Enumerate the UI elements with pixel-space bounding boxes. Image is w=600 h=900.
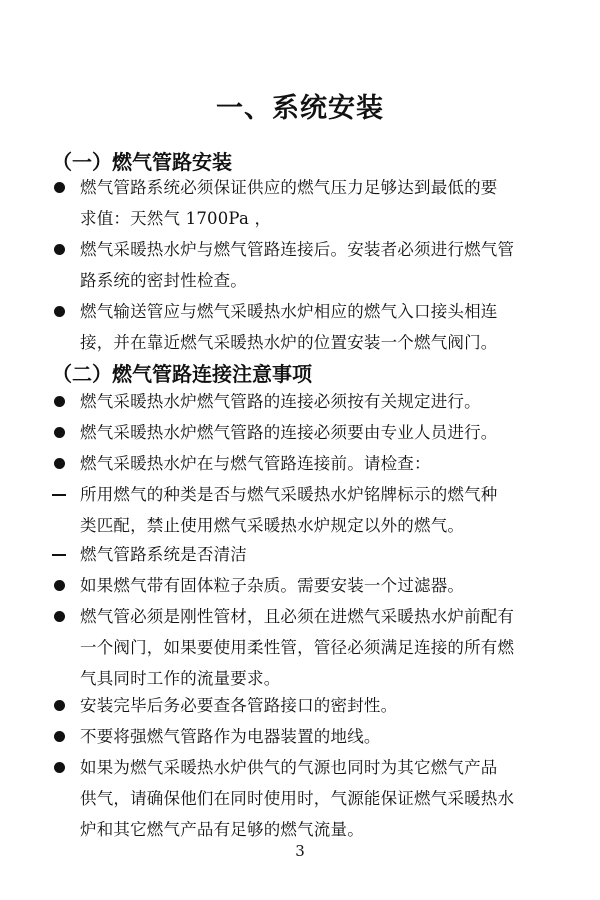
list-item-text: 如果为燃气采暖热水炉供气的气源也同时为其它燃气产品 供气，请确保他们在同时使用时，气源能保证燃气采暖热水 炉和其它燃气产品有足够的燃气流量。	[80, 758, 515, 839]
list-item	[50, 570, 560, 601]
list-item	[50, 234, 560, 296]
list-item-text: 燃气管路系统是否清洁	[80, 545, 247, 564]
list-item-text: 燃气采暖热水炉与燃气管路连接后。安装者必须进行燃气管 路系统的密封性检查。	[80, 240, 515, 290]
list-item-text: 如果燃气带有固体粒子杂质。需要安装一个过滤器。	[80, 576, 465, 595]
list-item	[50, 539, 560, 570]
bullet-icon	[50, 448, 80, 479]
bullet-icon	[50, 721, 80, 752]
bullet-icon	[50, 296, 80, 327]
list-item-text: 安装完毕后务必要查各管路接口的密封性。	[80, 696, 398, 715]
bullet-icon	[50, 752, 80, 783]
bullet-icon	[50, 172, 80, 203]
bullet-icon	[50, 601, 80, 632]
list-item-text: 燃气采暖热水炉在与燃气管路连接前。请检查：	[80, 454, 431, 473]
list-item-text: 燃气管路系统必须保证供应的燃气压力足够达到最低的要 求值：天然气 1700Pa ，	[80, 178, 498, 228]
list-item-text: 所用燃气的种类是否与燃气采暖热水炉铭牌标示的燃气种 类匹配，禁止使用燃气采暖热水炉规定以外的燃气。	[80, 485, 498, 535]
bullet-icon	[50, 386, 80, 417]
page-number: 3	[295, 842, 305, 860]
list-item-text: 燃气输送管应与燃气采暖热水炉相应的燃气入口接头相连 接，并在靠近燃气采暖热水炉的位置安装一个燃气阀门。	[80, 302, 498, 352]
list-item	[50, 417, 560, 448]
section-heading-gas-pipeline-installation: （一）燃气管路安装	[52, 150, 232, 174]
section-heading-connection-notes: （二）燃气管路连接注意事项	[52, 362, 312, 386]
list-item	[50, 296, 560, 358]
list-item	[50, 601, 560, 694]
list-item-text: 燃气采暖热水炉燃气管路的连接必须按有关规定进行。	[80, 392, 481, 411]
bullet-icon	[50, 570, 80, 601]
list-item-text: 燃气采暖热水炉燃气管路的连接必须要由专业人员进行。	[80, 423, 498, 442]
list-item	[50, 386, 560, 417]
list-item	[50, 448, 560, 479]
page-title: 一、系统安装	[216, 93, 384, 124]
list-item	[50, 752, 560, 845]
list-item-text: 不要将强燃气管路作为电器装置的地线。	[80, 727, 381, 746]
list-item	[50, 172, 560, 234]
bullet-icon	[50, 417, 80, 448]
list-item-text: 燃气管必须是刚性管材，且必须在进燃气采暖热水炉前配有 一个阀门，如果要使用柔性管，管径必须满足连接的所有燃 气具同时工作的流量要求。	[80, 607, 515, 688]
list-item	[50, 690, 560, 721]
bullet-icon	[50, 690, 80, 721]
bullet-icon	[50, 234, 80, 265]
list-item	[50, 721, 560, 752]
dash-icon	[50, 539, 80, 570]
list-item	[50, 479, 560, 541]
dash-icon	[50, 479, 80, 510]
